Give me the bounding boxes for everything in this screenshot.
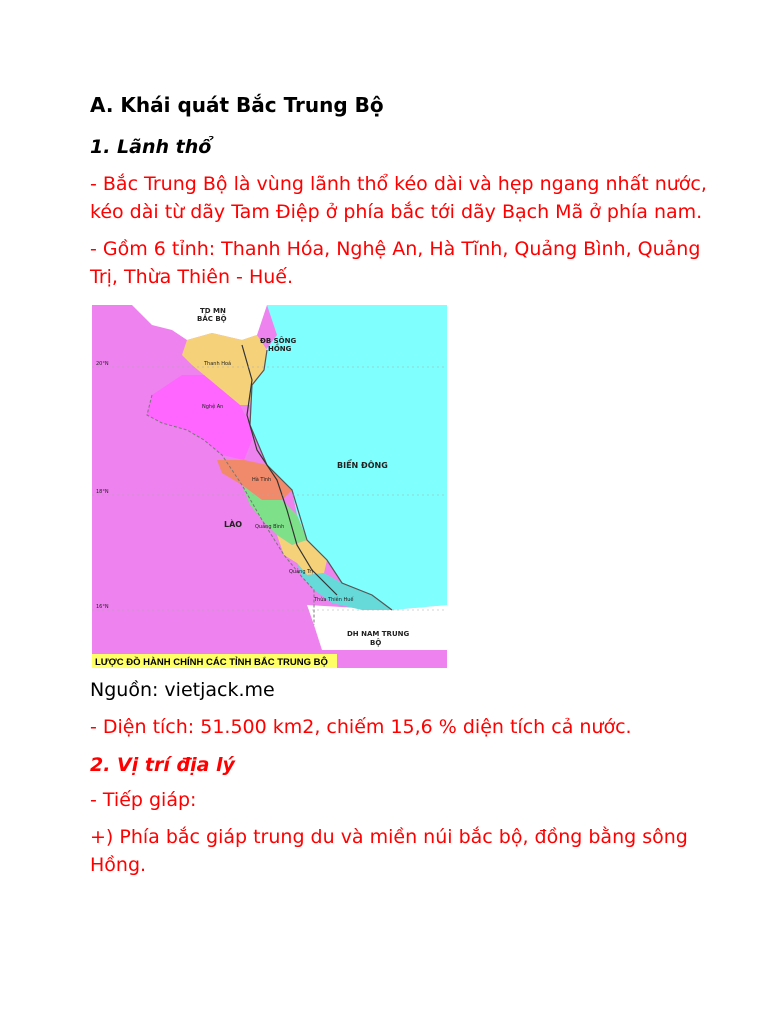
lao-label: LÀO — [224, 520, 243, 529]
territory-paragraph-1: - Bắc Trung Bộ là vùng lãnh thổ kéo dài và hẹp ngang nhất nước, kéo dài từ dãy Tam Điệp ở phía bắc tới dãy Bạch Mã ở phía nam. — [90, 173, 707, 223]
territory-heading: 1. Lãnh thổ — [90, 136, 212, 158]
north-border-paragraph: +) Phía bắc giáp trung du và miền núi bắc bộ, đồng bằng sông Hồng. — [90, 826, 688, 876]
border-intro: - Tiếp giáp: — [90, 789, 197, 811]
quang-binh-label: Quảng Bình — [255, 524, 285, 530]
td-mn-label-2: BẮC BỘ — [197, 315, 227, 323]
td-mn-label-1: TD MN — [200, 307, 226, 315]
map-caption-text: LƯỢC ĐỒ HÀNH CHÍNH CÁC TỈNH BẮC TRUNG BỘ — [95, 657, 328, 668]
lat-20-label: 20°N — [96, 361, 109, 367]
region-map — [92, 305, 447, 668]
db-song-label-1: ĐB SÔNG — [260, 337, 297, 345]
area-paragraph: - Diện tích: 51.500 km2, chiếm 15,6 % diện tích cả nước. — [90, 716, 632, 738]
location-heading: 2. Vị trí địa lý — [90, 754, 235, 776]
document-page — [90, 88, 710, 888]
lat-16-label: 16°N — [96, 604, 109, 610]
ha-tinh-label: Hà Tĩnh — [252, 477, 272, 483]
dh-nam-label-2: BỘ — [370, 639, 382, 647]
thua-thien-hue-label: Thừa Thiên Huế — [314, 597, 354, 603]
thanh-hoa-label: Thanh Hoá — [204, 361, 232, 367]
lat-18-label: 18°N — [96, 489, 109, 495]
territory-paragraph-2: - Gồm 6 tỉnh: Thanh Hóa, Nghệ An, Hà Tĩnh, Quảng Bình, Quảng Trị, Thừa Thiên - Huế. — [90, 238, 701, 288]
quang-tri-label: Quảng Trị — [289, 569, 313, 575]
section-title: A. Khái quát Bắc Trung Bộ — [90, 93, 384, 117]
dh-nam-label-1: DH NAM TRUNG — [347, 630, 410, 638]
source-credit: Nguồn: vietjack.me — [90, 679, 275, 701]
db-song-label-2: HỒNG — [268, 345, 292, 353]
nghe-an-label: Nghệ An — [202, 404, 224, 410]
bien-dong-label: BIỂN ĐÔNG — [337, 461, 388, 470]
